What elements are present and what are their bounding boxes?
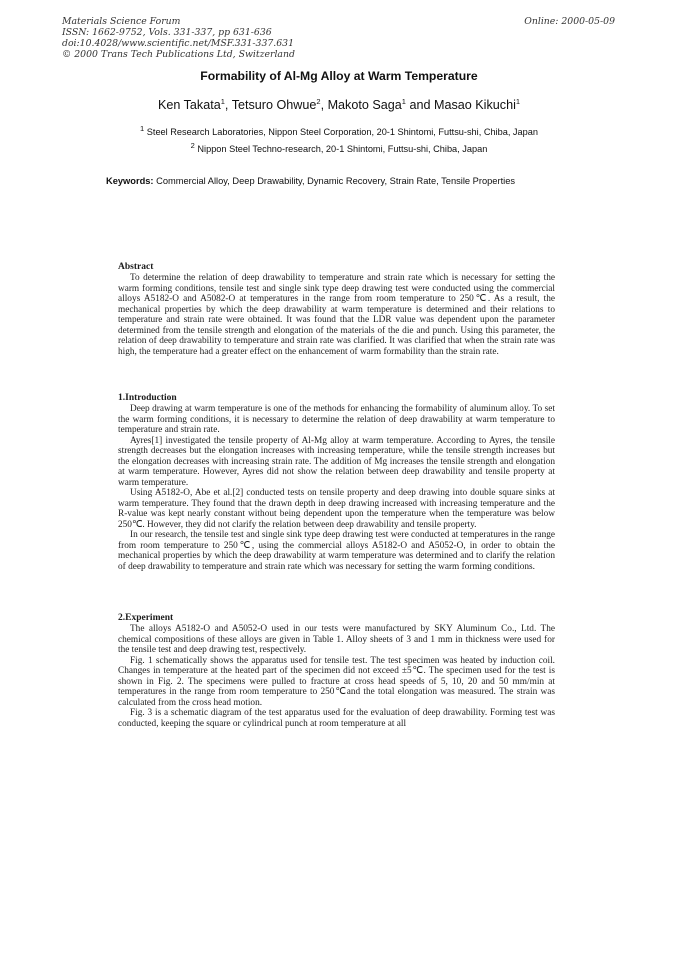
keywords-label: Keywords: [106, 176, 154, 186]
introduction-heading: 1.Introduction [118, 393, 177, 403]
abstract-heading: Abstract [118, 262, 154, 272]
doi-line: doi:10.4028/www.scientific.net/MSF.331-337.631 [62, 38, 295, 49]
author-affiliation-mark: 1 [401, 97, 406, 106]
introduction-paragraph: Using A5182-O, Abe et al.[2] conducted tests on tensile property and deep drawing into double square sinks at warm temperature. They found that the drawn depth in deep drawing increased with increasing temperature and the R-value was kept nearly constant without being dependent upon the temperature when the temperature was below 250℃. However, they did not clarify the relation between deep drawability and tensile property. [118, 488, 555, 530]
author-separator: , [224, 98, 232, 113]
author-name: Masao Kikuchi [433, 98, 516, 113]
experiment-heading: 2.Experiment [118, 613, 174, 623]
affiliation-text: Nippon Steel Techno-research, 20-1 Shintomi, Futtsu-shi, Chiba, Japan [197, 144, 488, 155]
author-name: Tetsuro Ohwue [231, 98, 317, 113]
affiliation-number: 2 [190, 141, 195, 150]
paper-title: Formability of Al-Mg Alloy at Warm Temperature [200, 69, 478, 83]
author-name: Ken Takata [157, 98, 221, 113]
introduction-paragraph: Ayres[1] investigated the tensile property of Al-Mg alloy at warm temperature. According to Ayres, the tensile strength decreases but the elongation increases with increasing temperature, while the tensile strength increases but the elongation decreases with increasing strain rate. The addition of Mg increases the tensile strength and elongation at warm temperature. However, Ayres did not show the relation between deep drawability and tensile property at warm temperature. [118, 435, 555, 488]
author-separator: , [320, 98, 328, 113]
experiment-paragraph: Fig. 1 schematically shows the apparatus used for tensile test. The test specimen was heated by induction coil. Changes in temperature at the heated part of the specimen did not exceed ±5℃. The specimen used for the test is shown in Fig. 2. The specimens were pulled to fracture at cross head speeds of 5, 10, 20 and 50 mm/min at temperatures in the range from room temperature to 250℃and the total elongation was measured. The strain was calculated from the cross head motion. [118, 655, 555, 708]
affiliation-2 [0, 141, 678, 154]
affiliation-number: 1 [140, 124, 145, 133]
online-date: Online: 2000-05-09 [524, 16, 615, 27]
keywords [106, 175, 526, 187]
experiment-paragraph: The alloys A5182-O and A5052-O used in our tests were manufactured by SKY Aluminum Co., Ltd. The chemical compositions of these alloys are given in Table 1. Alloy sheets of 3 and 1 mm in thickness were used for the tensile test and deep drawing test, respectively. [118, 624, 555, 655]
author-affiliation-mark: 1 [220, 97, 225, 106]
journal-name: Materials Science Forum [62, 16, 181, 27]
author-list [0, 97, 678, 112]
issn-line: ISSN: 1662-9752, Vols. 331-337, pp 631-636 [62, 27, 272, 38]
author-name: Makoto Saga [327, 98, 402, 113]
author-affiliation-mark: 1 [515, 97, 521, 106]
author-affiliation-mark: 2 [316, 97, 321, 106]
introduction-section [118, 393, 555, 572]
copyright-line: © 2000 Trans Tech Publications Ltd, Switzerland [62, 49, 295, 60]
author-and: and [405, 98, 434, 113]
experiment-section [118, 613, 555, 729]
introduction-paragraph: In our research, the tensile test and single sink type deep drawing test were conducted at temperatures in the range from room temperature to 250℃, using the commercial alloys A5182-O and A5052-O, in order to obtain the mechanical properties by which the deep drawability at warm temperature was determined and to clarify the relation of deep drawability to temperature and strain rate which was necessary for setting the warm forming conditions. [118, 530, 555, 572]
experiment-paragraph: Fig. 3 is a schematic diagram of the test apparatus used for the evaluation of deep drawability. Forming test was conducted, keeping the square or cylindrical punch at room temperature at all [118, 708, 555, 729]
introduction-paragraph: Deep drawing at warm temperature is one of the methods for enhancing the formability of aluminum alloy. To set the warm forming conditions, it is necessary to determine the relation of deep drawability at warm temperature to temperature and strain rate. [118, 404, 555, 435]
keywords-text: Commercial Alloy, Deep Drawability, Dynamic Recovery, Strain Rate, Tensile Properties [156, 176, 516, 186]
abstract-section [118, 262, 555, 357]
journal-header [62, 16, 622, 60]
abstract-text: To determine the relation of deep drawability to temperature and strain rate which is necessary for setting the warm forming conditions, tensile test and single sink type deep drawing test were conducted using the commercial alloys A5182-O and A5082-O at temperatures in the range from room temperature to 250℃. As a result, the mechanical properties by which the deep drawability at warm temperature is determined and their relations to temperature and strain rate were obtained. It was found that the LDR value was dependent upon the parameter determined from the tensile strength and elongation of the materials of the die and punch. Using this parameter, the relation of deep drawability to temperature and strain rate was clarified. It was clarified that when the strain rate was high, the temperature had a greater effect on the enhancement of warm formability than the strain rate. [118, 273, 555, 357]
affiliation-1 [0, 124, 678, 137]
affiliation-text: Steel Research Laboratories, Nippon Steel Corporation, 20-1 Shintomi, Futtsu-shi, Chiba, Japan [146, 127, 538, 138]
